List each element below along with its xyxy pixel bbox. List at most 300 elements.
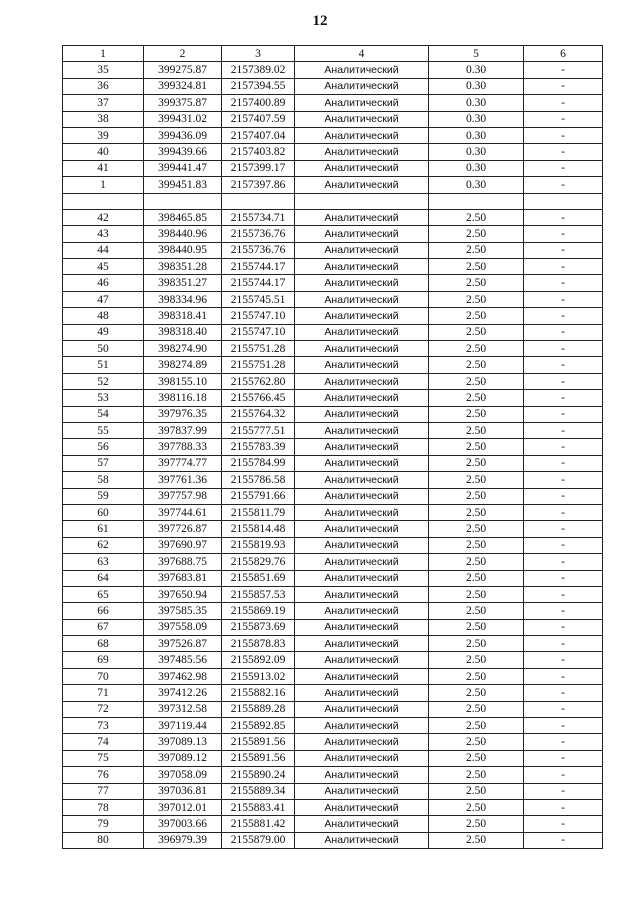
table-cell: 397788.33 xyxy=(144,439,222,455)
table-cell: - xyxy=(524,783,603,799)
table-cell: 2.50 xyxy=(429,685,524,701)
table-cell: 2157403.82 xyxy=(222,144,295,160)
table-cell: 48 xyxy=(63,308,144,324)
table-cell: 397058.09 xyxy=(144,767,222,783)
table-cell: 2155751.28 xyxy=(222,357,295,373)
table-cell: 50 xyxy=(63,341,144,357)
table-row xyxy=(63,291,603,307)
table-cell: 2155829.76 xyxy=(222,554,295,570)
table-cell: - xyxy=(524,799,603,815)
table-cell: 51 xyxy=(63,357,144,373)
table-cell: Аналитический xyxy=(295,259,429,275)
table-cell: 40 xyxy=(63,144,144,160)
table-cell: Аналитический xyxy=(295,783,429,799)
table-cell: 2155882.16 xyxy=(222,685,295,701)
table-row xyxy=(63,783,603,799)
table-cell: 399439.66 xyxy=(144,144,222,160)
column-header: 3 xyxy=(222,46,295,62)
table-cell: 2.50 xyxy=(429,718,524,734)
table-row xyxy=(63,554,603,570)
table-row xyxy=(63,570,603,586)
table-cell: 1 xyxy=(63,177,144,193)
table-cell: Аналитический xyxy=(295,750,429,766)
table-row xyxy=(63,357,603,373)
table-cell: 0.30 xyxy=(429,78,524,94)
table-cell: - xyxy=(524,767,603,783)
table-cell: Аналитический xyxy=(295,390,429,406)
table-cell: 2155857.53 xyxy=(222,586,295,602)
table-cell: 2157407.04 xyxy=(222,127,295,143)
table-cell: - xyxy=(524,586,603,602)
table-cell: 56 xyxy=(63,439,144,455)
table-row xyxy=(63,341,603,357)
table-cell: 60 xyxy=(63,504,144,520)
table-cell: - xyxy=(524,832,603,848)
table-row xyxy=(63,816,603,832)
table-cell: 2.50 xyxy=(429,603,524,619)
table-cell: 2.50 xyxy=(429,341,524,357)
table-cell: 37 xyxy=(63,95,144,111)
table-cell: 2155783.39 xyxy=(222,439,295,455)
table-row xyxy=(63,488,603,504)
table-cell: 36 xyxy=(63,78,144,94)
table-row xyxy=(63,390,603,406)
table-cell: 2155881.42 xyxy=(222,816,295,832)
table-cell: - xyxy=(524,750,603,766)
table-cell: Аналитический xyxy=(295,242,429,258)
table-cell: 2.50 xyxy=(429,750,524,766)
table-cell: 397688.75 xyxy=(144,554,222,570)
table-cell: 2157399.17 xyxy=(222,160,295,176)
table-cell: 2155892.85 xyxy=(222,718,295,734)
table-cell: 2157407.59 xyxy=(222,111,295,127)
table-cell: 397036.81 xyxy=(144,783,222,799)
table-cell: - xyxy=(524,537,603,553)
table-cell: Аналитический xyxy=(295,701,429,717)
table-cell: Аналитический xyxy=(295,226,429,242)
table-cell: Аналитический xyxy=(295,603,429,619)
table-cell: 52 xyxy=(63,373,144,389)
table-row xyxy=(63,95,603,111)
table-row xyxy=(63,652,603,668)
table-cell: Аналитический xyxy=(295,554,429,570)
table-cell: 66 xyxy=(63,603,144,619)
table-cell: 397585.35 xyxy=(144,603,222,619)
table-cell: 397412.26 xyxy=(144,685,222,701)
table-cell: Аналитический xyxy=(295,406,429,422)
table-cell: 35 xyxy=(63,62,144,78)
table-cell: 2.50 xyxy=(429,259,524,275)
table-cell: - xyxy=(524,570,603,586)
table-cell: 397089.13 xyxy=(144,734,222,750)
table-cell: Аналитический xyxy=(295,619,429,635)
table-cell: 399431.02 xyxy=(144,111,222,127)
table-cell: 74 xyxy=(63,734,144,750)
table-row xyxy=(63,799,603,815)
table-cell: 75 xyxy=(63,750,144,766)
table-cell: 397558.09 xyxy=(144,619,222,635)
table-cell: Аналитический xyxy=(295,455,429,471)
table-row xyxy=(63,209,603,225)
table-cell: Аналитический xyxy=(295,570,429,586)
table-cell: 62 xyxy=(63,537,144,553)
table-cell: 397003.66 xyxy=(144,816,222,832)
table-cell: 397012.01 xyxy=(144,799,222,815)
table-cell: 2.50 xyxy=(429,455,524,471)
table-cell: 2157397.86 xyxy=(222,177,295,193)
table-cell: - xyxy=(524,603,603,619)
table-cell: 2155883.41 xyxy=(222,799,295,815)
table-cell: - xyxy=(524,455,603,471)
table-cell: Аналитический xyxy=(295,636,429,652)
table-row xyxy=(63,193,603,209)
table-cell: 0.30 xyxy=(429,95,524,111)
table-cell: 2.50 xyxy=(429,242,524,258)
coordinates-table xyxy=(62,45,603,849)
table-cell: - xyxy=(524,390,603,406)
table-cell: - xyxy=(524,701,603,717)
table-cell: - xyxy=(524,619,603,635)
table-row xyxy=(63,439,603,455)
table-cell: 2155869.19 xyxy=(222,603,295,619)
table-cell: 2.50 xyxy=(429,226,524,242)
column-header: 5 xyxy=(429,46,524,62)
table-cell: Аналитический xyxy=(295,652,429,668)
table-cell: Аналитический xyxy=(295,111,429,127)
table-row xyxy=(63,226,603,242)
table-cell: 54 xyxy=(63,406,144,422)
table-cell: - xyxy=(524,324,603,340)
table-row xyxy=(63,701,603,717)
table-cell: 68 xyxy=(63,636,144,652)
table-cell: 398274.89 xyxy=(144,357,222,373)
table-cell: 72 xyxy=(63,701,144,717)
page-number: 12 xyxy=(312,13,328,29)
table-cell: - xyxy=(524,62,603,78)
table-cell: 55 xyxy=(63,422,144,438)
table-cell: 79 xyxy=(63,816,144,832)
table-cell: Аналитический xyxy=(295,537,429,553)
table-cell: - xyxy=(524,209,603,225)
table-cell: - xyxy=(524,652,603,668)
table-cell: 2155734.71 xyxy=(222,209,295,225)
table-cell: 2155784.99 xyxy=(222,455,295,471)
table-cell: 0.30 xyxy=(429,111,524,127)
table-cell: 53 xyxy=(63,390,144,406)
table-cell xyxy=(144,193,222,209)
table-cell: Аналитический xyxy=(295,160,429,176)
table-cell: 2155891.56 xyxy=(222,734,295,750)
table-row xyxy=(63,242,603,258)
table-cell: Аналитический xyxy=(295,504,429,520)
table-row xyxy=(63,177,603,193)
table-cell: 2.50 xyxy=(429,783,524,799)
table-cell: 398334.96 xyxy=(144,291,222,307)
table-cell: 2.50 xyxy=(429,652,524,668)
table-cell: 2155892.09 xyxy=(222,652,295,668)
table-cell: 39 xyxy=(63,127,144,143)
table-cell: 2.50 xyxy=(429,701,524,717)
table-cell: Аналитический xyxy=(295,209,429,225)
table-cell xyxy=(295,193,429,209)
table-cell: Аналитический xyxy=(295,275,429,291)
table-cell: 398116.18 xyxy=(144,390,222,406)
table-cell: 2155751.28 xyxy=(222,341,295,357)
table-cell: 2.50 xyxy=(429,734,524,750)
table-cell: 2155766.45 xyxy=(222,390,295,406)
table-cell: 397726.87 xyxy=(144,521,222,537)
table-cell: 77 xyxy=(63,783,144,799)
table-cell: 2.50 xyxy=(429,619,524,635)
table-row xyxy=(63,275,603,291)
table-cell: - xyxy=(524,357,603,373)
table-cell: Аналитический xyxy=(295,439,429,455)
table-cell: 45 xyxy=(63,259,144,275)
table-cell: 2.50 xyxy=(429,832,524,848)
table-cell: 2155736.76 xyxy=(222,242,295,258)
table-cell: - xyxy=(524,226,603,242)
table-cell: Аналитический xyxy=(295,668,429,684)
table-cell: - xyxy=(524,636,603,652)
column-header: 2 xyxy=(144,46,222,62)
table-cell: 2155873.69 xyxy=(222,619,295,635)
table-cell: 398318.40 xyxy=(144,324,222,340)
table-cell: Аналитический xyxy=(295,341,429,357)
table-cell: 2.50 xyxy=(429,373,524,389)
table-cell: 63 xyxy=(63,554,144,570)
table-row xyxy=(63,537,603,553)
table-row xyxy=(63,521,603,537)
table-cell: Аналитический xyxy=(295,357,429,373)
table-body xyxy=(63,62,603,849)
table-cell: 2155890.24 xyxy=(222,767,295,783)
table-cell: - xyxy=(524,504,603,520)
table-cell xyxy=(222,193,295,209)
table-cell: 2.50 xyxy=(429,537,524,553)
table-cell: - xyxy=(524,816,603,832)
table-cell: 397761.36 xyxy=(144,472,222,488)
table-cell: 76 xyxy=(63,767,144,783)
table-cell: - xyxy=(524,718,603,734)
table-row xyxy=(63,472,603,488)
table-cell: 2.50 xyxy=(429,816,524,832)
table-cell: 2155777.51 xyxy=(222,422,295,438)
table-cell: Аналитический xyxy=(295,685,429,701)
table-cell: - xyxy=(524,406,603,422)
table-row xyxy=(63,127,603,143)
table-cell: 397089.12 xyxy=(144,750,222,766)
table-cell: 2157400.89 xyxy=(222,95,295,111)
table-cell: 61 xyxy=(63,521,144,537)
table-cell: 59 xyxy=(63,488,144,504)
table-cell: 397774.77 xyxy=(144,455,222,471)
table-cell: 2155913.02 xyxy=(222,668,295,684)
table-cell: 47 xyxy=(63,291,144,307)
table-cell: 397312.58 xyxy=(144,701,222,717)
table-cell: - xyxy=(524,275,603,291)
table-cell: 2.50 xyxy=(429,767,524,783)
table-cell: 2.50 xyxy=(429,472,524,488)
table-cell: Аналитический xyxy=(295,816,429,832)
table-cell: 2155889.28 xyxy=(222,701,295,717)
table-cell: 2.50 xyxy=(429,291,524,307)
table-cell: 2155889.34 xyxy=(222,783,295,799)
table-cell: 2.50 xyxy=(429,308,524,324)
table-cell: 2155891.56 xyxy=(222,750,295,766)
table-cell: Аналитический xyxy=(295,832,429,848)
table-cell: 2.50 xyxy=(429,521,524,537)
table-cell: 2155747.10 xyxy=(222,324,295,340)
table-cell: 397683.81 xyxy=(144,570,222,586)
table-cell: 49 xyxy=(63,324,144,340)
table-cell: - xyxy=(524,160,603,176)
table-cell: Аналитический xyxy=(295,144,429,160)
table-cell: 397119.44 xyxy=(144,718,222,734)
table-row xyxy=(63,619,603,635)
table-row xyxy=(63,308,603,324)
table-cell: 38 xyxy=(63,111,144,127)
table-cell: Аналитический xyxy=(295,78,429,94)
table-cell: 2155747.10 xyxy=(222,308,295,324)
table-cell: 397462.98 xyxy=(144,668,222,684)
table-cell: 2.50 xyxy=(429,668,524,684)
table-cell: 399436.09 xyxy=(144,127,222,143)
table-cell: 46 xyxy=(63,275,144,291)
column-header: 6 xyxy=(524,46,603,62)
table-cell: 2.50 xyxy=(429,636,524,652)
table-row xyxy=(63,636,603,652)
table-row xyxy=(63,767,603,783)
table-cell: 398274.90 xyxy=(144,341,222,357)
table-row xyxy=(63,832,603,848)
table-cell: Аналитический xyxy=(295,308,429,324)
table-cell: 0.30 xyxy=(429,160,524,176)
table-cell: 2155791.66 xyxy=(222,488,295,504)
table-cell: 0.30 xyxy=(429,177,524,193)
table-cell: 399451.83 xyxy=(144,177,222,193)
table-cell: 2.50 xyxy=(429,586,524,602)
table-cell: 2.50 xyxy=(429,554,524,570)
table-cell: Аналитический xyxy=(295,472,429,488)
table-cell: Аналитический xyxy=(295,799,429,815)
table-row xyxy=(63,144,603,160)
table-cell: - xyxy=(524,111,603,127)
table-cell: - xyxy=(524,685,603,701)
table-cell: 399441.47 xyxy=(144,160,222,176)
table-cell: 58 xyxy=(63,472,144,488)
table-cell: 2157394.55 xyxy=(222,78,295,94)
table-cell: Аналитический xyxy=(295,291,429,307)
table-row xyxy=(63,718,603,734)
table-cell: - xyxy=(524,734,603,750)
table-cell: 398351.27 xyxy=(144,275,222,291)
table-cell: Аналитический xyxy=(295,324,429,340)
table-cell: 2.50 xyxy=(429,406,524,422)
table-cell: 2155762.80 xyxy=(222,373,295,389)
table-cell: 44 xyxy=(63,242,144,258)
table-cell: 2.50 xyxy=(429,488,524,504)
table-cell: 399275.87 xyxy=(144,62,222,78)
table-cell: 80 xyxy=(63,832,144,848)
table-row xyxy=(63,455,603,471)
table-cell: 69 xyxy=(63,652,144,668)
table-cell: Аналитический xyxy=(295,718,429,734)
table-row xyxy=(63,62,603,78)
table-cell: 398155.10 xyxy=(144,373,222,389)
column-header: 4 xyxy=(295,46,429,62)
table-cell: 2.50 xyxy=(429,439,524,455)
table-cell: - xyxy=(524,554,603,570)
table-cell: - xyxy=(524,422,603,438)
table-cell: 43 xyxy=(63,226,144,242)
table-cell: - xyxy=(524,341,603,357)
table-cell: 71 xyxy=(63,685,144,701)
table-cell: - xyxy=(524,95,603,111)
table-cell: - xyxy=(524,78,603,94)
table-cell: 397837.99 xyxy=(144,422,222,438)
table-row xyxy=(63,111,603,127)
table-cell: 0.30 xyxy=(429,62,524,78)
table-cell: 70 xyxy=(63,668,144,684)
table-cell: 2155879.00 xyxy=(222,832,295,848)
table-cell: - xyxy=(524,259,603,275)
table-cell: 2157389.02 xyxy=(222,62,295,78)
table-cell: - xyxy=(524,177,603,193)
table-cell: 0.30 xyxy=(429,144,524,160)
table-cell: 57 xyxy=(63,455,144,471)
table-cell: Аналитический xyxy=(295,95,429,111)
table-cell: - xyxy=(524,127,603,143)
table-cell: Аналитический xyxy=(295,488,429,504)
table-cell: 398351.28 xyxy=(144,259,222,275)
table-cell: Аналитический xyxy=(295,734,429,750)
table-cell: 397976.35 xyxy=(144,406,222,422)
table-cell: Аналитический xyxy=(295,62,429,78)
table-cell: 398318.41 xyxy=(144,308,222,324)
table-cell: 78 xyxy=(63,799,144,815)
table-cell: 2.50 xyxy=(429,390,524,406)
table-cell: 397744.61 xyxy=(144,504,222,520)
table-cell: 2.50 xyxy=(429,504,524,520)
table-cell: 2155878.83 xyxy=(222,636,295,652)
table-cell: 397485.56 xyxy=(144,652,222,668)
table-cell: 64 xyxy=(63,570,144,586)
table-row xyxy=(63,406,603,422)
table-cell: 2.50 xyxy=(429,570,524,586)
table-cell: 2155764.32 xyxy=(222,406,295,422)
table-cell xyxy=(524,193,603,209)
table-cell xyxy=(63,193,144,209)
table-cell: Аналитический xyxy=(295,177,429,193)
table-cell: - xyxy=(524,472,603,488)
table-cell: 2155745.51 xyxy=(222,291,295,307)
table-cell: - xyxy=(524,488,603,504)
table-cell: - xyxy=(524,521,603,537)
table-row xyxy=(63,78,603,94)
table-row xyxy=(63,668,603,684)
table-cell: 2155786.58 xyxy=(222,472,295,488)
column-header: 1 xyxy=(63,46,144,62)
table-cell: 42 xyxy=(63,209,144,225)
table-cell: 2155814.48 xyxy=(222,521,295,537)
table-row xyxy=(63,603,603,619)
table-cell: - xyxy=(524,308,603,324)
table-row xyxy=(63,734,603,750)
table-cell xyxy=(429,193,524,209)
table-cell: Аналитический xyxy=(295,767,429,783)
table-cell: 397526.87 xyxy=(144,636,222,652)
table-cell: 398465.85 xyxy=(144,209,222,225)
